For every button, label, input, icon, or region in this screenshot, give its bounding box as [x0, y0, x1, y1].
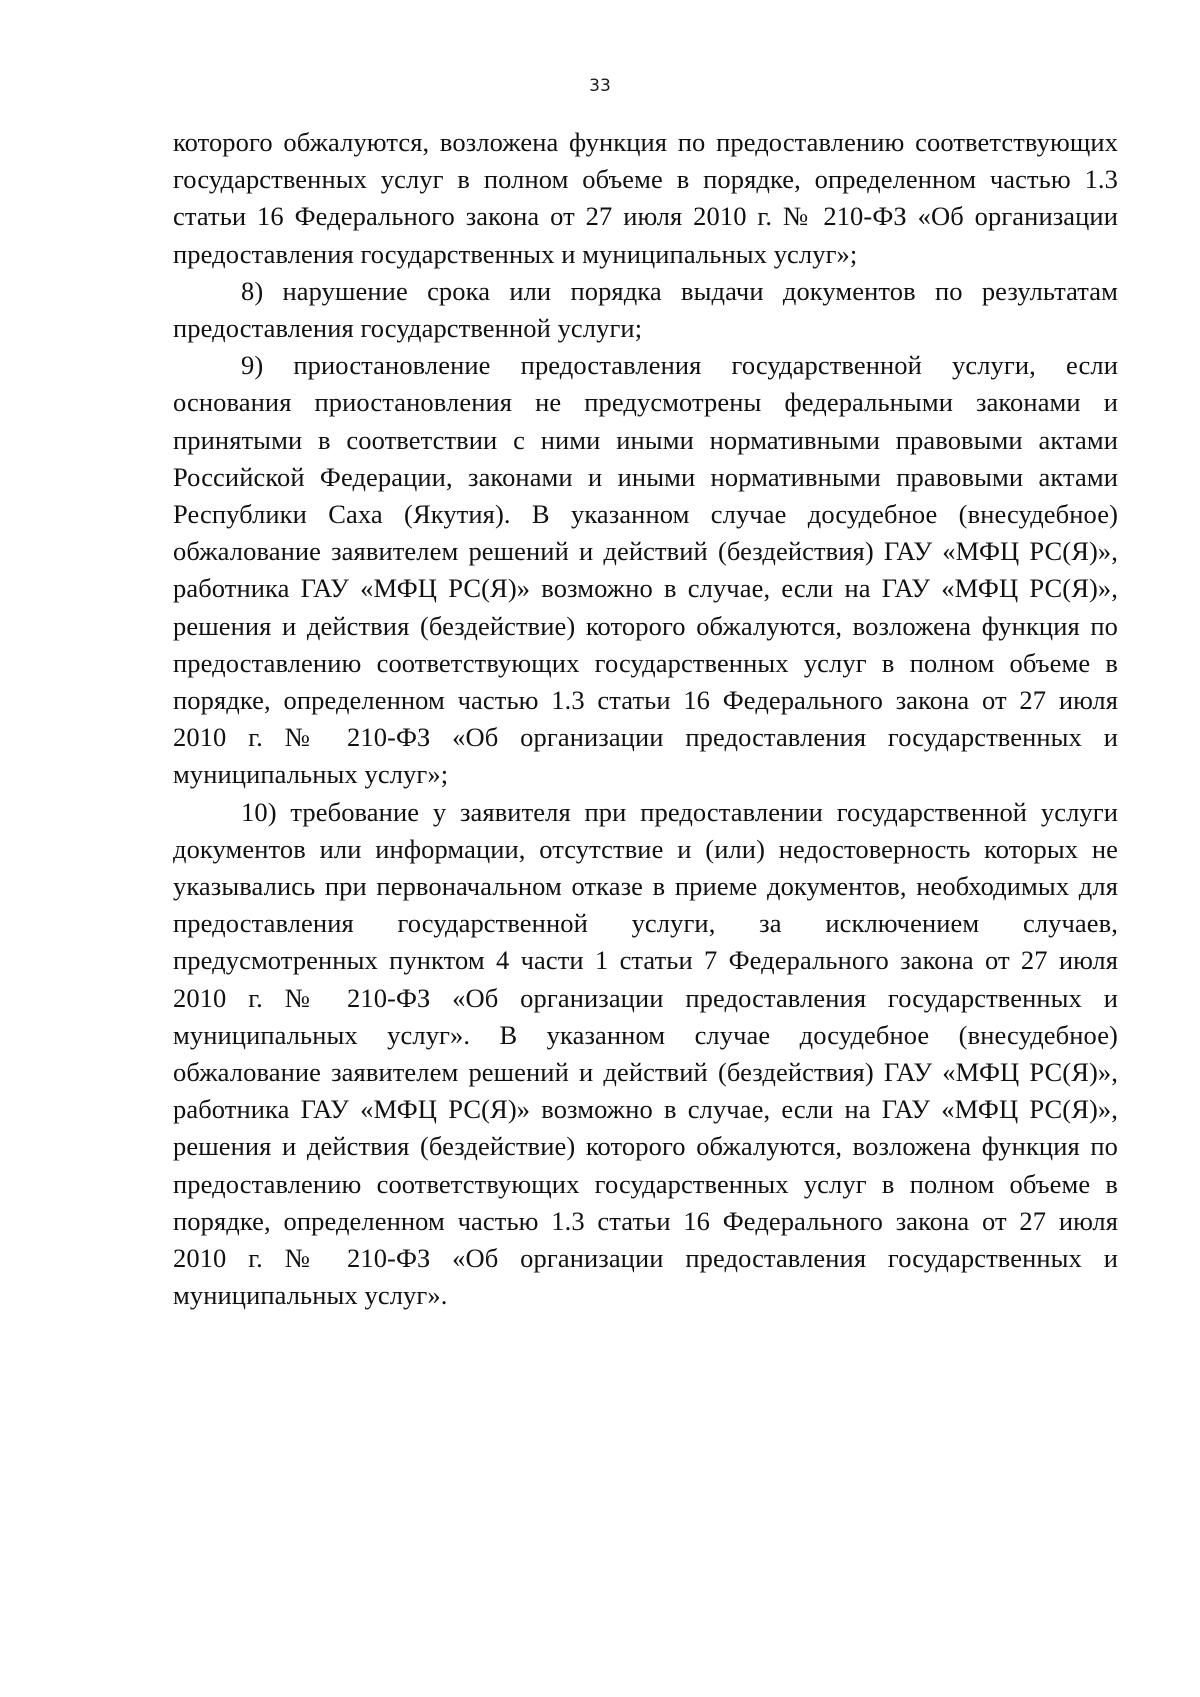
paragraph-continuation: которого обжалуются, возложена функция по предоставлению соответствующих государственных услуг в полном объеме в порядке, определенном частью 1.3 статьи 16 Федерального закона от 27 июля 2010 г. № 210-ФЗ «Об организации предоставления государственных и муниципальных услуг»; — [173, 127, 1118, 269]
paragraph-item-8: 8) нарушение срока или порядка выдачи документов по результатам предоставления государственной услуги; — [173, 275, 1118, 344]
document-body — [173, 124, 1118, 1315]
paragraph-item-9: 9) приостановление предоставления государственной услуги, если основания приостановления не предусмотрены федеральными законами и принятыми в соответствии с ними иными нормативными правовыми актами Российской Федерации, законами и иными нормативными правовыми актами Республики Саха (Якутия). В указанном случае досудебное (внесудебное) обжалование заявителем решений и действий (бездействия) ГАУ «МФЦ РС(Я)», работника ГАУ «МФЦ РС(Я)» возможно в случае, если на ГАУ «МФЦ РС(Я)», решения и действия (бездействие) которого обжалуются, возложена функция по предоставлению соответствующих государственных услуг в полном объеме в порядке, определенном частью 1.3 статьи 16 Федерального закона от 27 июля 2010 г. № 210-ФЗ «Об организации предоставления государственных и муниципальных услуг»; — [173, 350, 1118, 790]
paragraph-item-10: 10) требование у заявителя при предоставлении государственной услуги документов или информации, отсутствие и (или) недостоверность которых не указывались при первоначальном отказе в приеме документов, необходимых для предоставления государственной услуги, за исключением случаев, предусмотренных пунктом 4 части 1 статьи 7 Федерального закона от 27 июля 2010 г. № 210-ФЗ «Об организации предоставления государственных и муниципальных услуг». В указанном случае досудебное (внесудебное) обжалование заявителем решений и действий (бездействия) ГАУ «МФЦ РС(Я)», работника ГАУ «МФЦ РС(Я)» возможно в случае, если на ГАУ «МФЦ РС(Я)», решения и действия (бездействие) которого обжалуются, возложена функция по предоставлению соответствующих государственных услуг в полном объеме в порядке, определенном частью 1.3 статьи 16 Федерального закона от 27 июля 2010 г. № 210-ФЗ «Об организации предоставления государственных и муниципальных услуг». — [173, 796, 1118, 1311]
page-number: 33 — [589, 76, 611, 96]
